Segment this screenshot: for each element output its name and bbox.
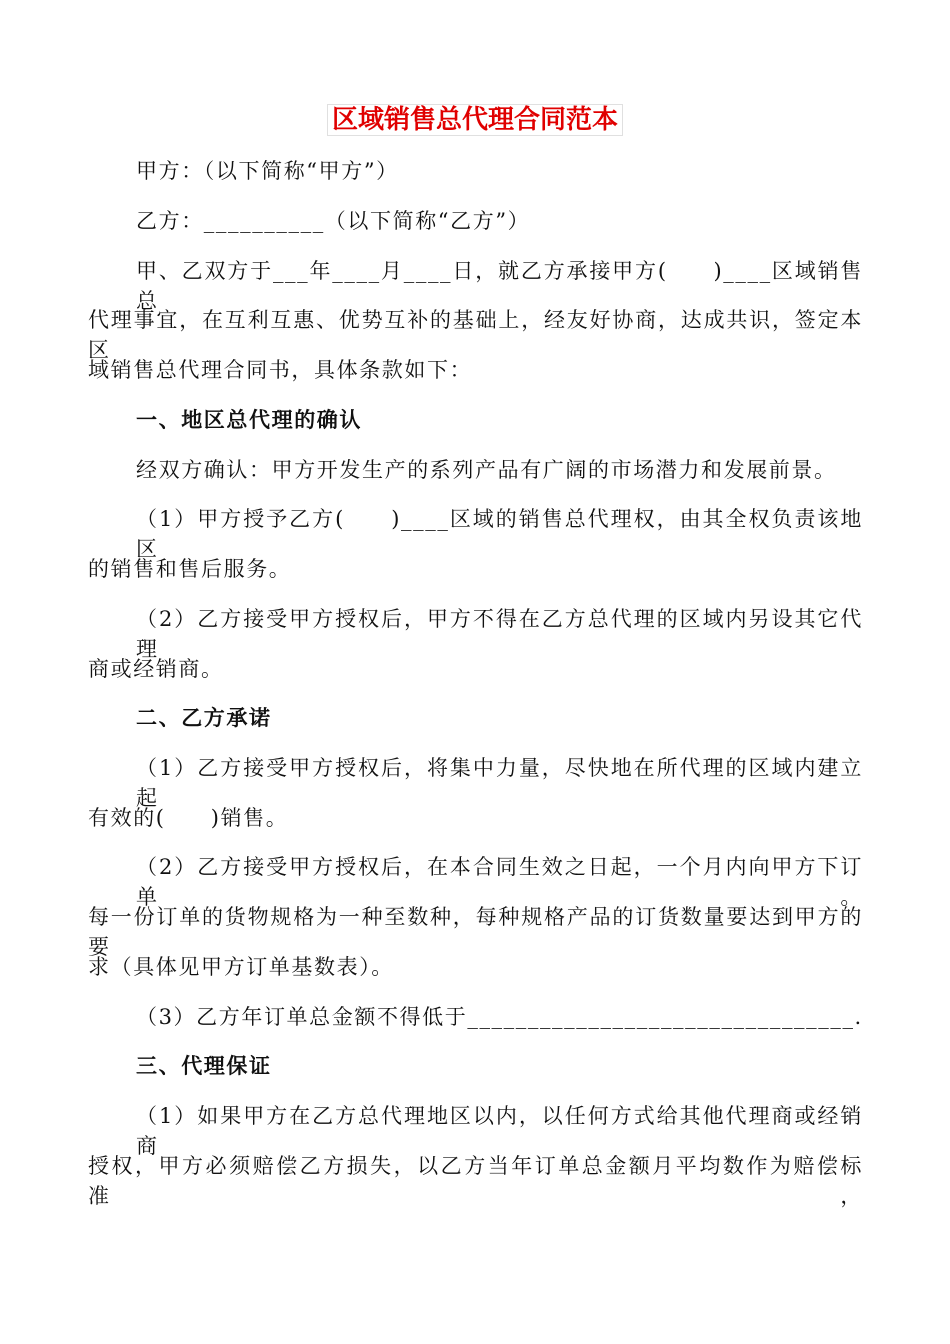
section2-item1-line1: （1）乙方接受甲方授权后，将集中力量，尽快地在所代理的区域内建立起 [136,756,863,810]
section1-item2-line1: （2）乙方接受甲方授权后，甲方不得在乙方总代理的区域内另设其它代理 [136,607,863,661]
party-a-line: 甲方：（以下简称“甲方”） [136,159,399,183]
party-b-line: 乙方：__________（以下简称“乙方”） [136,209,531,233]
preamble-line-3: 域销售总代理合同书，具体条款如下： [88,358,473,382]
section-heading-3: 三、代理保证 [136,1053,272,1078]
section1-item1-line2: 的销售和售后服务。 [88,557,292,581]
preamble-line-1: 甲、乙双方于___年____月____日，就乙方承接甲方( )____区域销售总 [136,259,863,313]
section1-item1-line1: （1）甲方授予乙方( )____区域的销售总代理权，由其全权负责该地区 [136,507,863,561]
section1-intro: 经双方确认：甲方开发生产的系列产品有广阔的市场潜力和发展前景。 [136,458,837,482]
section3-item1-line2: 授权，甲方必须赔偿乙方损失，以乙方当年订单总金额月平均数作为赔偿标准， [88,1154,863,1208]
section-heading-1: 一、地区总代理的确认 [136,407,362,432]
preamble-line-2: 代理事宜，在互利互惠、优势互补的基础上，经友好协商，达成共识，签定本区 [88,308,863,362]
section2-item1-line2: 有效的( )销售。 [88,806,289,830]
document-title [0,100,950,140]
section2-item2-line1: （2）乙方接受甲方授权后，在本合同生效之日起，一个月内向甲方下订单。 [136,855,863,909]
section2-item3: （3）乙方年订单总金额不得低于________________________________. [136,1005,863,1029]
section2-item2-line3: 求（具体见甲方订单基数表）。 [88,955,394,979]
section1-item2-line2: 商或经销商。 [88,657,224,681]
section-heading-2: 二、乙方承诺 [136,705,272,730]
document-title-text: 区域销售总代理合同范本 [327,104,623,136]
section2-item2-line2: 每一份订单的货物规格为一种至数种，每种规格产品的订货数量要达到甲方的要 [88,905,863,959]
section3-item1-line1: （1）如果甲方在乙方总代理地区以内，以任何方式给其他代理商或经销商 [136,1104,863,1158]
